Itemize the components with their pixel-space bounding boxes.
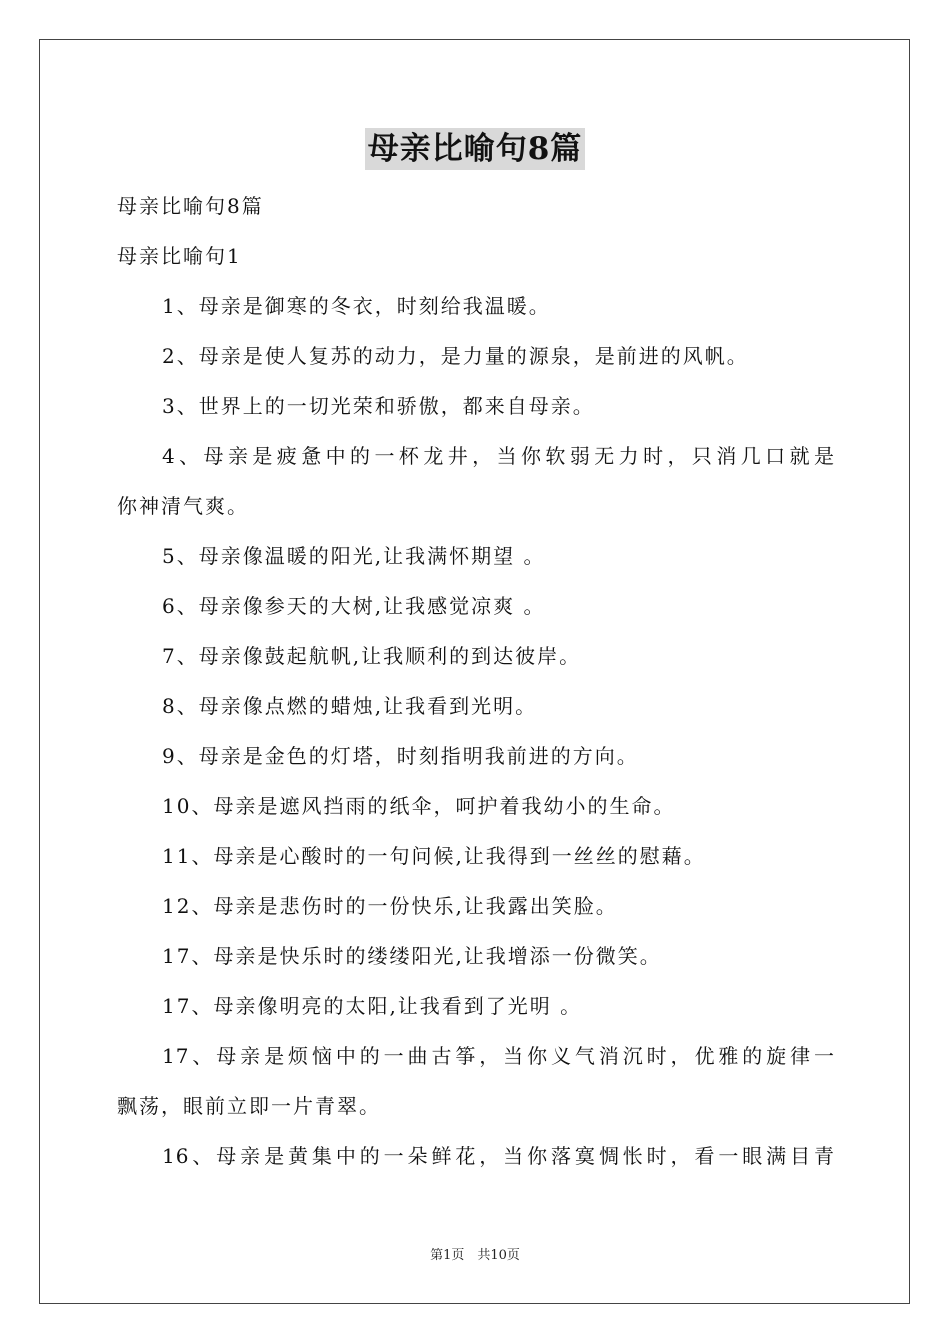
section-heading: 母亲比喻句1 xyxy=(117,244,242,268)
paragraph-line-15b: 飘荡，眼前立即一片青翠。 xyxy=(117,1094,381,1118)
paragraph-line-4a: 4、母亲是疲惫中的一杯龙井，当你软弱无力时，只消几口就是 xyxy=(162,444,835,468)
title-wrapper xyxy=(0,128,950,170)
page-footer: 第1页 共10页 xyxy=(430,1248,520,1263)
paragraph-line-13: 17、母亲是快乐时的缕缕阳光,让我增添一份微笑。 xyxy=(162,944,662,968)
paragraph-line-9: 9、母亲是金色的灯塔，时刻指明我前进的方向。 xyxy=(162,744,639,768)
paragraph-line-15a: 17、母亲是烦恼中的一曲古筝，当你义气消沉时，优雅的旋律一 xyxy=(162,1044,835,1068)
paragraph-line-1: 1、母亲是御寒的冬衣，时刻给我温暖。 xyxy=(162,294,551,318)
paragraph-line-6: 6、母亲像参天的大树,让我感觉凉爽 。 xyxy=(162,594,546,618)
document-subtitle: 母亲比喻句8篇 xyxy=(117,194,264,218)
paragraph-line-11: 11、母亲是心酸时的一句问候,让我得到一丝丝的慰藉。 xyxy=(162,844,706,868)
paragraph-line-2: 2、母亲是使人复苏的动力，是力量的源泉，是前进的风帆。 xyxy=(162,344,749,368)
paragraph-line-5: 5、母亲像温暖的阳光,让我满怀期望 。 xyxy=(162,544,546,568)
paragraph-line-14: 17、母亲像明亮的太阳,让我看到了光明 。 xyxy=(162,994,583,1018)
paragraph-line-3: 3、世界上的一切光荣和骄傲，都来自母亲。 xyxy=(162,394,595,418)
paragraph-line-4b: 你神清气爽。 xyxy=(117,494,249,518)
paragraph-line-12: 12、母亲是悲伤时的一份快乐,让我露出笑脸。 xyxy=(162,894,618,918)
paragraph-line-10: 10、母亲是遮风挡雨的纸伞，呵护着我幼小的生命。 xyxy=(162,794,676,818)
paragraph-line-16a: 16、母亲是黄集中的一朵鲜花，当你落寞惆怅时，看一眼满目青 xyxy=(162,1144,835,1168)
document-title: 母亲比喻句8篇 xyxy=(365,128,586,170)
document-body xyxy=(117,181,835,1181)
paragraph-line-7: 7、母亲像鼓起航帆,让我顺利的到达彼岸。 xyxy=(162,644,582,668)
paragraph-line-8: 8、母亲像点燃的蜡烛,让我看到光明。 xyxy=(162,694,538,718)
